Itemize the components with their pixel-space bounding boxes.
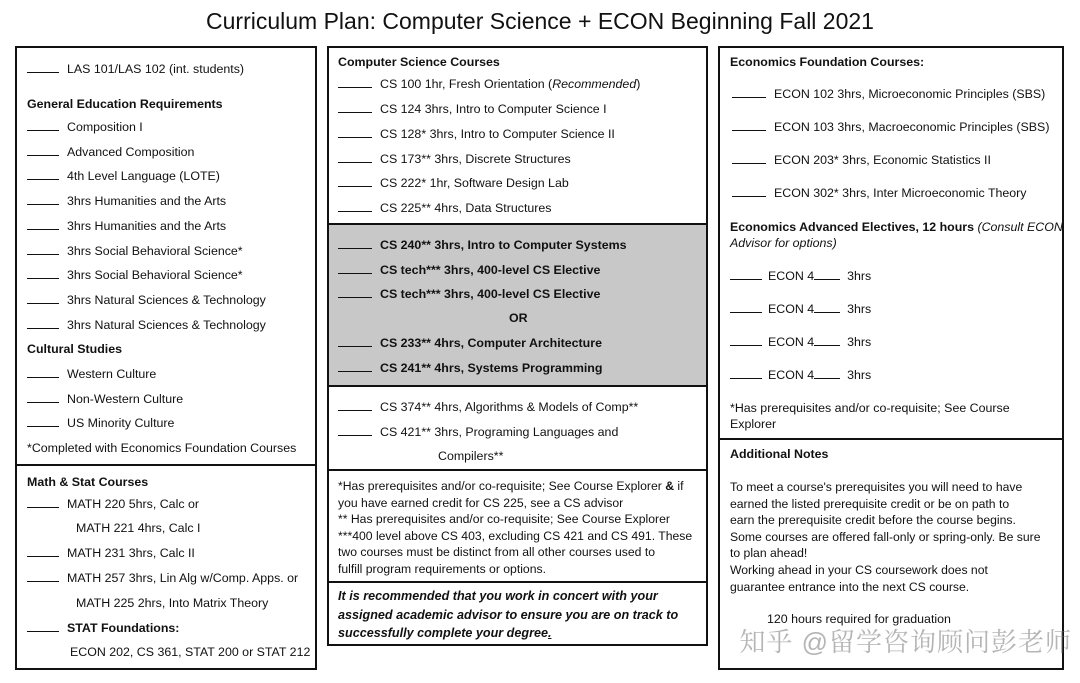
gened-item: Advanced Composition (27, 144, 194, 160)
math-box (15, 464, 317, 670)
econ-box (718, 46, 1064, 670)
note-line: earn the prerequisite credit before the course begins. (730, 513, 1016, 528)
advanced-cs-item: CS 421** 3hrs, Programing Languages and (338, 424, 618, 440)
elective-item: ECON 4 3hrs (730, 334, 871, 350)
adv-consult: Advisor for options) (730, 236, 837, 250)
las-item: LAS 101/LAS 102 (int. students) (27, 61, 244, 77)
elective-item: ECON 4 3hrs (730, 268, 871, 284)
note-line: To meet a course's prerequisites you will need to have (730, 480, 1023, 494)
cs-note-line: two courses must be distinct from all other courses used to (338, 545, 656, 560)
econ-prereq-1: *Has prerequisites and/or co-requisite; See Course (730, 401, 1010, 415)
econ-item: ECON 203* 3hrs, Economic Statistics II (732, 152, 991, 168)
cultural-item: Western Culture (27, 366, 156, 382)
rec-line: successfully complete your degree. (338, 626, 552, 640)
cs-note-line: ** Has prerequisites and/or co-requisite; See Course Explorer (338, 512, 670, 527)
gened-item: 3hrs Social Behavioral Science* (27, 243, 243, 259)
advanced-cs-item: CS 374** 4hrs, Algorithms & Models of Comp** (338, 399, 638, 415)
cultural-heading: Cultural Studies (27, 342, 123, 356)
note-line: guarantee entrance into the next CS course. (730, 579, 970, 594)
elective-item: ECON 4 3hrs (730, 301, 871, 317)
note-line: earned the listed prerequisite credit or be on path to (730, 496, 1010, 511)
hours-note: 120 hours required for graduation (767, 612, 951, 626)
cultural-item: Non-Western Culture (27, 391, 183, 407)
gray-item: CS tech*** 3hrs, 400-level CS Elective (338, 262, 600, 278)
cultural-item: US Minority Culture (27, 415, 174, 431)
cs-note-line: ***400 level above CS 403, excluding CS 421 and CS 491. These (338, 528, 693, 543)
math-item: MATH 220 5hrs, Calc or (27, 496, 199, 512)
cs-item: CS 128* 3hrs, Intro to Computer Science II (338, 126, 615, 142)
gened-heading: General Education Requirements (27, 97, 223, 111)
note-line: Some courses are offered fall-only or spring-only. Be sure (730, 529, 1041, 544)
notes-heading: Additional Notes (730, 447, 829, 461)
math-item: MATH 225 2hrs, Into Matrix Theory (76, 596, 269, 610)
cs-note-line: fulfill program requirements or options. (338, 562, 546, 576)
gened-item: Composition I (27, 119, 143, 135)
rec-line: It is recommended that you work in concert with your (338, 589, 658, 603)
rec-line: assigned academic advisor to ensure you are on track to (338, 607, 679, 622)
gened-item: 3hrs Humanities and the Arts (27, 193, 226, 209)
gray-item: CS 240** 3hrs, Intro to Computer Systems (338, 237, 627, 253)
page-title: Curriculum Plan: Computer Science + ECON Beginning Fall 2021 (206, 8, 874, 34)
cs421-cont: Compilers** (438, 449, 504, 463)
cultural-note: *Completed with Economics Foundation Courses (27, 441, 297, 455)
gened-item: 3hrs Natural Sciences & Technology (27, 317, 266, 333)
adv-heading: Economics Advanced Electives, 12 hours (Consult ECON (730, 220, 1063, 234)
gray-item: CS tech*** 3hrs, 400-level CS Elective (338, 286, 600, 302)
cs-item: CS 124 3hrs, Intro to Computer Science I (338, 101, 607, 117)
systems-block (329, 225, 706, 385)
cs-item: CS 173** 3hrs, Discrete Structures (338, 151, 571, 167)
econ-heading: Economics Foundation Courses: (730, 55, 925, 69)
note-line: to plan ahead! (730, 546, 808, 561)
cs-heading: Computer Science Courses (338, 55, 500, 69)
math-item: MATH 221 4hrs, Calc I (76, 521, 201, 535)
gray2-item: CS 241** 4hrs, Systems Programming (338, 360, 602, 376)
gened-item: 3hrs Social Behavioral Science* (27, 267, 243, 283)
stat-heading: STAT Foundations: (27, 620, 179, 636)
gray2-item: CS 233** 4hrs, Computer Architecture (338, 335, 602, 351)
math-item: MATH 231 3hrs, Calc II (27, 545, 195, 561)
cs-note-line: *Has prerequisites and/or co-requisite; See Course Explorer & if (338, 479, 684, 493)
gened-item: 4th Level Language (LOTE) (27, 168, 220, 184)
cs-note-line: you have earned credit for CS 225, see a CS advisor (338, 495, 624, 510)
note-line: Working ahead in your CS coursework does not (730, 563, 988, 577)
cs100-item: CS 100 1hr, Fresh Orientation (Recommended) (338, 76, 640, 92)
watermark: 知乎 @留学咨询顾问彭老师 (739, 627, 1072, 657)
elective-item: ECON 4 3hrs (730, 367, 871, 383)
math-item: MATH 257 3hrs, Lin Alg w/Comp. Apps. or (27, 570, 298, 586)
gened-item: 3hrs Humanities and the Arts (27, 218, 226, 234)
gened-item: 3hrs Natural Sciences & Technology (27, 292, 266, 308)
math-heading: Math & Stat Courses (27, 475, 149, 489)
econ-item: ECON 103 3hrs, Macroeconomic Principles (SBS) (732, 119, 1049, 135)
or-label: OR (509, 311, 528, 325)
econ-item: ECON 102 3hrs, Microeconomic Principles (SBS) (732, 86, 1045, 102)
stat-options: ECON 202, CS 361, STAT 200 or STAT 212 (70, 645, 311, 659)
cs-item: CS 225** 4hrs, Data Structures (338, 200, 552, 216)
econ-prereq-2: Explorer (730, 417, 777, 431)
cs-box (327, 46, 708, 646)
gened-box (15, 46, 317, 466)
econ-item: ECON 302* 3hrs, Inter Microeconomic Theory (732, 185, 1027, 201)
cs-item: CS 222* 1hr, Software Design Lab (338, 175, 569, 191)
